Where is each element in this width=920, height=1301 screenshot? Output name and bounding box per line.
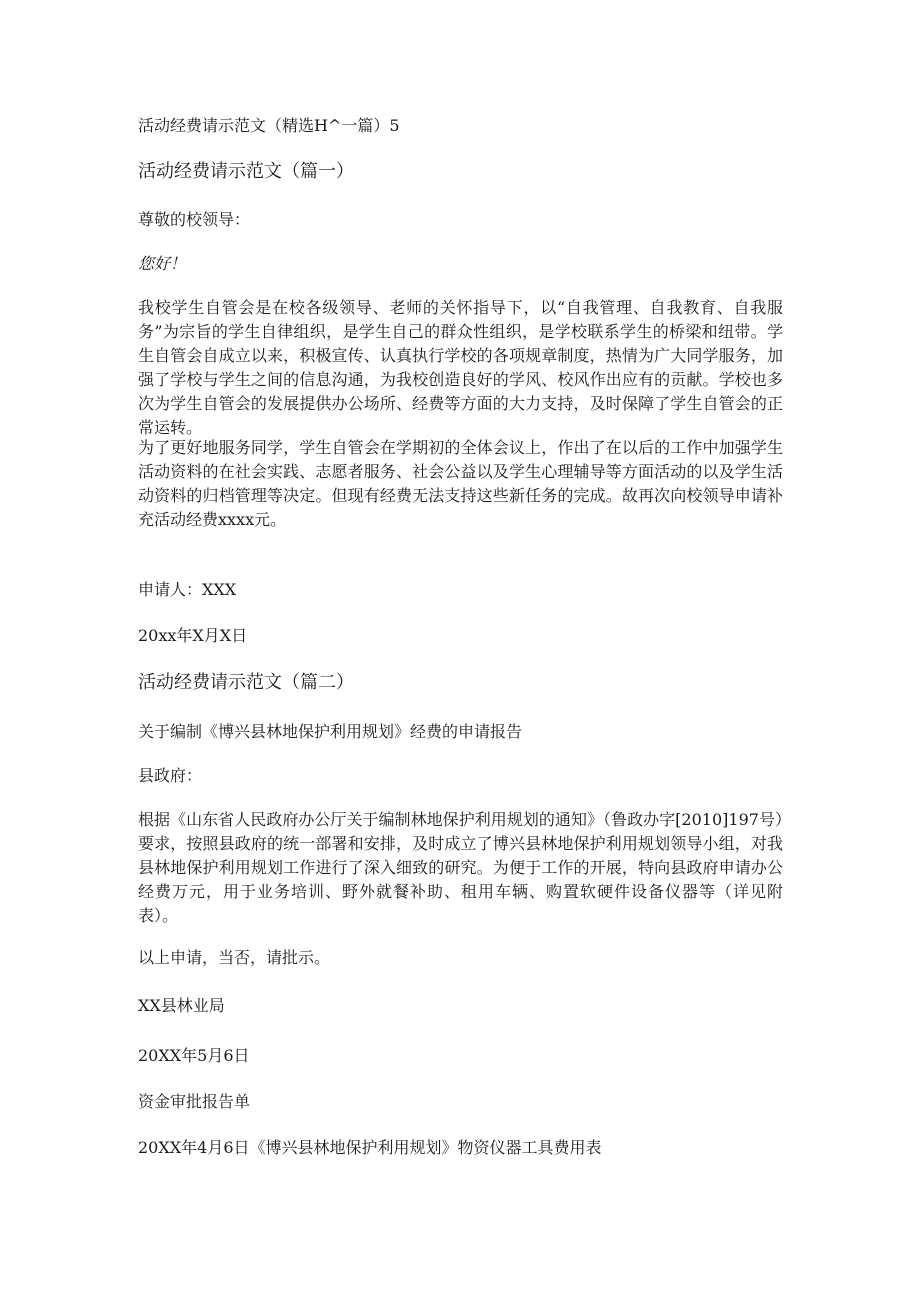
- report-subject: 关于编制《博兴县林地保护利用规划》经费的申请报告: [138, 722, 523, 741]
- form-title: 资金审批报告单: [138, 1092, 251, 1111]
- date-line-2: 20XX年5月6日: [138, 1046, 250, 1065]
- signature-line: XX县林业局: [138, 996, 225, 1015]
- paragraph-3: 根据《山东省人民政府办公厅关于编制林地保护利用规划的通知》（鲁政办字[2010]197号）要求，按照县政府的统一部署和安排，及时成立了博兴县林地保护利用规划领导小组，对我县林地保护利用规划工作进行了深入细致的研究。为便于工作的开展，特向县政府申请办公经费万元，用于业务培训、野外就餐补助、租用车辆、购置软硬件设备仪器等（详见附表）。: [138, 810, 783, 925]
- paragraph-2: 为了更好地服务同学，学生自管会在学期初的全体会议上，作出了在以后的工作中加强学生活动资料的在社会实践、志愿者服务、社会公益以及学生心理辅导等方面活动的以及学生活动资料的归档管理等决定。但现有经费无法支持这些新任务的完成。故再次向校领导申请补充活动经费xxxx元。: [138, 438, 783, 529]
- document-title: 活动经费请示范文（精选H^一篇）5: [138, 116, 400, 135]
- section-heading-1: 活动经费请示范文（篇一）: [138, 161, 354, 182]
- addressee: 县政府：: [138, 766, 203, 785]
- salutation: 尊敬的校领导：: [138, 210, 251, 229]
- greeting: 您好！: [138, 254, 187, 273]
- paragraph-1: 我校学生自管会是在校各级领导、老师的关怀指导下，以“自我管理、自我教育、自我服务”为宗旨的学生自律组织，是学生自己的群众性组织，是学校联系学生的桥梁和纽带。学生自管会自成立以来，积极宣传、认真执行学校的各项规章制度，热情为广大同学服务，加强了学校与学生之间的信息沟通，为我校创造良好的学风、校风作出应有的贡献。学校也多次为学生自管会的发展提供办公场所、经费等方面的大力支持，及时保障了学生自管会的正常运转。: [138, 298, 783, 437]
- applicant-line: 申请人：XXX: [138, 580, 237, 599]
- closing-line: 以上申请，当否，请批示。: [138, 948, 331, 967]
- section-heading-2: 活动经费请示范文（篇二）: [138, 672, 354, 693]
- date-line-1: 20xx年X月X日: [138, 626, 248, 645]
- table-title: 20XX年4月6日《博兴县林地保护利用规划》物资仪器工具费用表: [138, 1138, 602, 1157]
